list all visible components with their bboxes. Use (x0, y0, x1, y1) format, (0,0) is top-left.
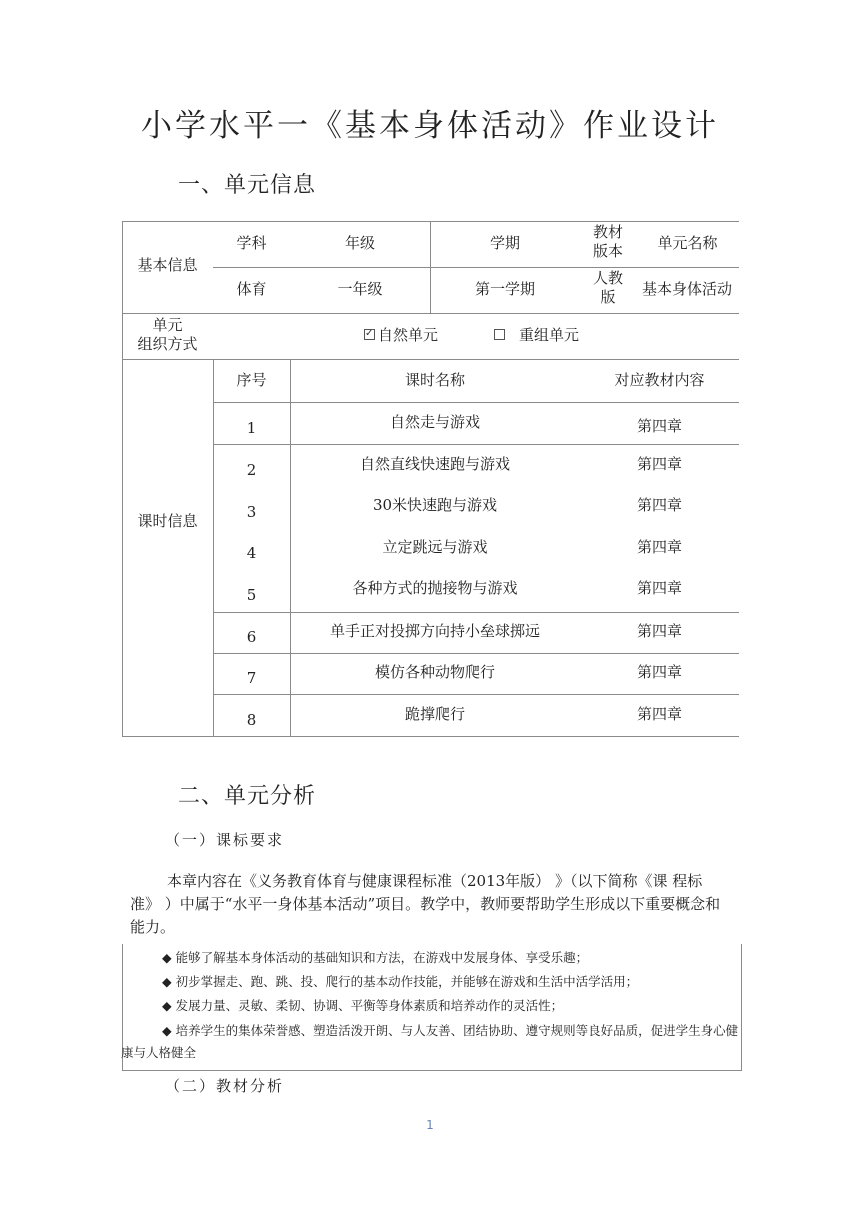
checkbox-unchecked-icon[interactable] (494, 329, 505, 340)
header-semester: 学期 (489, 234, 520, 252)
lesson-content: 第四章 (636, 705, 682, 723)
lesson-number: 6 (246, 628, 257, 646)
page-number: 1 (426, 1118, 434, 1132)
header-textbook-version: 教材 版本 (592, 223, 623, 260)
lesson-number: 4 (246, 544, 257, 562)
lesson-name: 各种方式的抛接物与游戏 (352, 579, 518, 597)
lesson-name: 跪撑爬行 (404, 705, 465, 723)
checkbox-checked-icon[interactable] (364, 329, 375, 340)
lesson-name: 模仿各种动物爬行 (374, 663, 495, 681)
org-option-regroup-label: 重组单元 (519, 326, 580, 344)
lesson-content: 第四章 (636, 496, 682, 514)
lesson-number: 3 (246, 503, 257, 521)
value-subject: 体育 (236, 280, 267, 298)
header-subject: 学科 (236, 234, 267, 252)
lesson-name: 立定跳远与游戏 (382, 538, 488, 556)
lesson-number: 1 (246, 419, 257, 437)
curriculum-paragraph: 本章内容在《义务教育体育与健康课程标准（2013年版） 》（以下简称《课 程标准》 ）中属于“水平一身体基本活动”项目。教学中，教师要帮助学生形成以下重要概念和能力。 (130, 872, 721, 936)
lesson-number: 8 (246, 711, 257, 729)
document-title: 小学水平一《基本身体活动》作业设计 (141, 108, 719, 144)
goal-item: ◆ 培养学生的集体荣誉感、塑造活泼开朗、与人友善、团结协助、遵守规则等良好品质，促进学生身心健康与人格健全 (121, 1023, 739, 1060)
goal-item: ◆ 发展力量、灵敏、柔韧、协调、平衡等身体素质和培养动作的灵活性； (162, 998, 564, 1013)
goals-box (122, 944, 742, 1071)
value-grade: 一年级 (337, 280, 383, 298)
org-label: 单元 组织方式 (137, 316, 198, 353)
basic-info-label: 基本信息 (137, 256, 198, 274)
lesson-content: 第四章 (636, 622, 682, 640)
lesson-name: 自然走与游戏 (389, 413, 480, 431)
lesson-name: 自然直线快速跑与游戏 (359, 455, 510, 473)
value-semester: 第一学期 (474, 280, 535, 298)
lesson-content: 第四章 (636, 455, 682, 473)
lesson-content: 第四章 (636, 417, 682, 435)
lesson-name: 30米快速跑与游戏 (372, 496, 498, 514)
org-option-natural[interactable] (364, 325, 474, 345)
lesson-content: 第四章 (636, 538, 682, 556)
goal-item: ◆ 能够了解基本身体活动的基础知识和方法，在游戏中发展身体、享受乐趣； (162, 950, 589, 965)
header-lesson-name: 课时名称 (404, 371, 465, 389)
header-textbook-content: 对应教材内容 (614, 371, 705, 389)
header-grade: 年级 (344, 234, 375, 252)
lesson-content: 第四章 (636, 579, 682, 597)
value-textbook-version: 人教 版 (592, 269, 623, 306)
org-option-regroup[interactable] (494, 325, 604, 345)
lesson-number: 7 (246, 669, 257, 687)
lesson-number: 5 (246, 586, 257, 604)
subheading-curriculum: （一）课标要求 (165, 831, 285, 849)
section-heading-unit-info: 一、单元信息 (178, 173, 317, 198)
lesson-content: 第四章 (636, 663, 682, 681)
section-heading-unit-analysis: 二、单元分析 (178, 784, 317, 809)
header-unit-name: 单元名称 (657, 234, 718, 252)
lesson-number: 2 (246, 461, 257, 479)
value-unit-name: 基本身体活动 (641, 280, 732, 298)
subheading-textbook-analysis: （二）教材分析 (165, 1077, 285, 1095)
goal-item: ◆ 初步掌握走、跑、跳、投、爬行的基本动作技能，并能够在游戏和生活中活学活用； (162, 974, 639, 989)
org-option-natural-label: 自然单元 (378, 326, 439, 344)
lessons-label: 课时信息 (137, 512, 198, 530)
lesson-name: 单手正对投掷方向持小垒球掷远 (329, 622, 540, 640)
header-number: 序号 (236, 371, 267, 389)
